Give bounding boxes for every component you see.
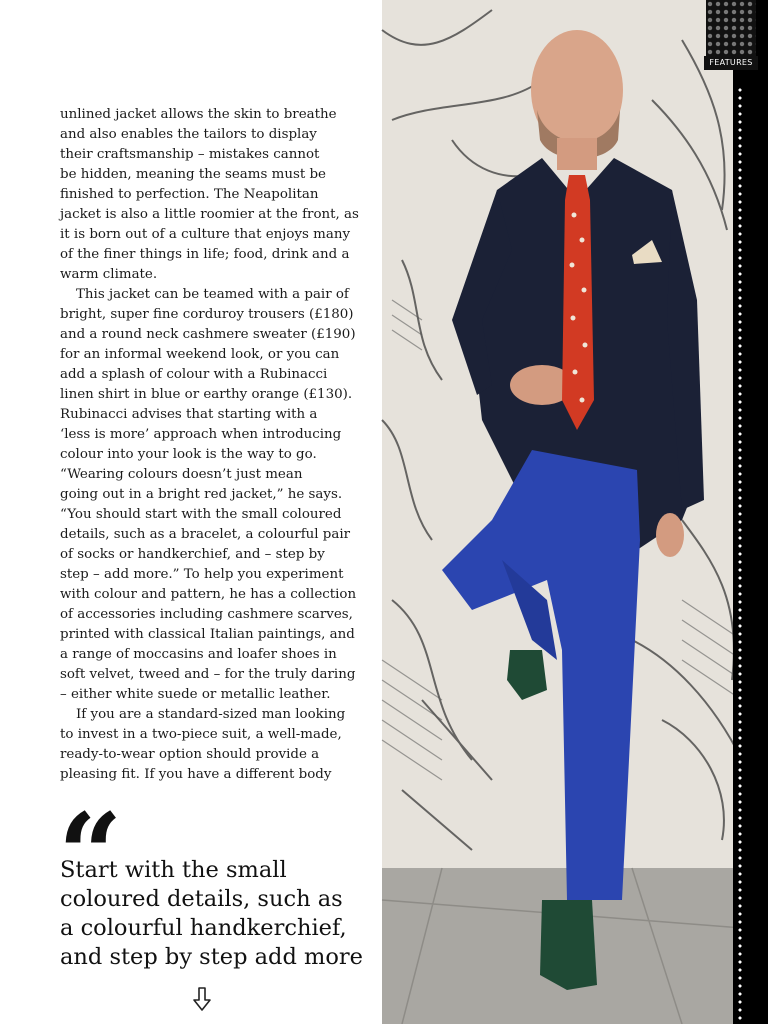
article-body: [60, 105, 360, 785]
photo-illustration: [382, 0, 768, 1024]
article-paragraph-2: This jacket can be teamed with a pair of bright, super fine corduroy trousers (£180) and a round neck cashmere sweater (£190) for an informal weekend look, or you can add a splash of colour with a Rubinacci linen shirt in blue or earthy orange (£130). Rubinacci advises that starting with a ‘less is more’ approach when introducing colour into your look is the way to go. “Wearing colours doesn’t just mean going out in a bright red jacket,” he says. “You should start with the small coloured details, such as a bracelet, a colourful pair of socks or handkerchief, and – step by step – add more.” To help you experiment with colour and pattern, he has a collection of accessories including cashmere scarves, printed with classical Italian paintings, and a range of moccasins and loafer shoes in soft velvet, tweed and – for the truly daring – either white suede or metallic leather.: [60, 287, 357, 702]
pull-quote: Start with the small coloured details, such as a colourful handkerchief, and step by step add more: [60, 857, 363, 970]
arrow-down-svg: [189, 986, 215, 1014]
quote-mark-glyph: “: [58, 790, 123, 921]
dot-pattern: [736, 86, 744, 1024]
article-paragraph-1: unlined jacket allows the skin to breathe and also enables the tailors to display their craftsmanship – mistakes cannot be hidden, meaning the seams must be finished to perfection. The Neapolitan jacket is also a little roomier at the front, as it is born out of a culture that enjoys many of the finer things in life; food, drink and a warm climate.: [60, 107, 359, 282]
fashion-photo: [382, 0, 768, 1024]
article-paragraph-3: If you are a standard-sized man looking to invest in a two-piece suit, a well-made, ready-to-wear option should provide a pleasing fit. If you have a different body: [60, 707, 346, 782]
section-tab-block: [706, 0, 756, 58]
section-tab-label[interactable]: FEATURES: [704, 56, 758, 70]
arrow-down-icon[interactable]: [189, 986, 215, 1014]
section-tab-strip: [733, 0, 768, 1024]
quote-mark-icon: [58, 790, 123, 921]
